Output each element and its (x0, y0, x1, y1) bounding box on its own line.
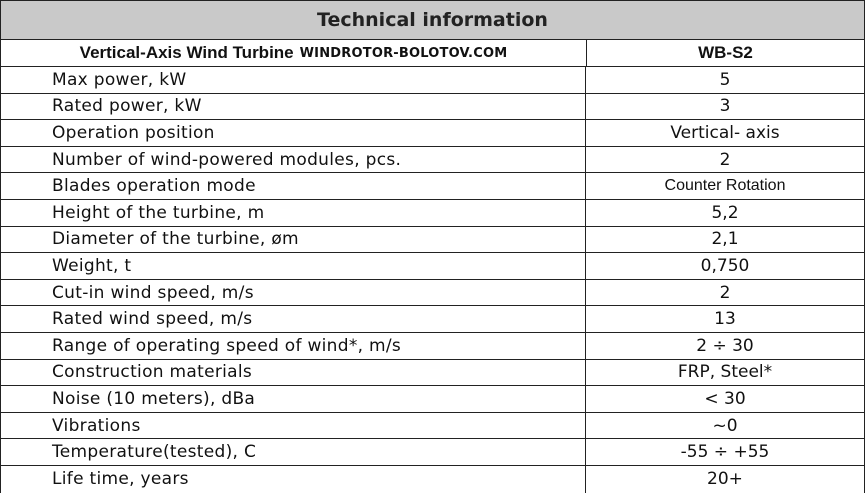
table-row (1, 333, 864, 360)
row-label: Max power, kW (1, 67, 586, 93)
table-title: Technical information (0, 0, 865, 40)
row-label: Construction materials (1, 360, 586, 386)
row-value: 2 ÷ 30 (696, 335, 754, 356)
table-row (1, 253, 864, 280)
row-label: Temperature(tested), C (1, 439, 586, 465)
spec-rows (0, 67, 865, 493)
row-value: < 30 (704, 388, 746, 409)
row-label: Rated wind speed, m/s (1, 306, 586, 332)
row-label: Number of wind-powered modules, pcs. (1, 147, 586, 173)
model-header: WB-S2 (698, 43, 753, 62)
row-value: -55 ÷ +55 (680, 442, 770, 463)
header-row (0, 40, 865, 67)
table-row (1, 360, 864, 387)
row-value: 5,2 (711, 202, 739, 223)
table-row (1, 94, 864, 121)
site-name: WINDROTOR-BOLOTOV.COM (299, 45, 508, 61)
row-value: 2 (719, 149, 731, 170)
table-row (1, 306, 864, 333)
row-label: Operation position (1, 120, 586, 146)
row-label: Height of the turbine, m (1, 200, 586, 226)
row-label: Noise (10 meters), dBa (1, 386, 586, 412)
row-label: Range of operating speed of wind*, m/s (1, 333, 586, 359)
table-row (1, 67, 864, 94)
row-value: Counter Rotation (664, 177, 786, 195)
row-label: Life time, years (1, 466, 586, 493)
row-value: 20+ (707, 469, 743, 490)
row-value: FRP, Steel* (677, 362, 773, 383)
row-label: Vibrations (1, 413, 586, 439)
row-value: Vertical- axis (670, 122, 780, 143)
table-row (1, 413, 864, 440)
row-value: 2,1 (711, 229, 739, 250)
row-value: 5 (719, 69, 731, 90)
table-row (1, 280, 864, 307)
row-value: 0,750 (700, 255, 750, 276)
row-label: Weight, t (1, 253, 586, 279)
table-row (1, 147, 864, 174)
row-label: Rated power, kW (1, 94, 586, 120)
row-label: Cut-in wind speed, m/s (1, 280, 586, 306)
row-value: 2 (719, 282, 731, 303)
table-row (1, 173, 864, 200)
table-row (1, 466, 864, 493)
table-row (1, 227, 864, 254)
table-row (1, 439, 864, 466)
table-row (1, 386, 864, 413)
product-name: Vertical-Axis Wind Turbine (79, 43, 294, 62)
row-label: Blades operation mode (1, 173, 586, 199)
table-row (1, 120, 864, 147)
row-value: 13 (714, 309, 736, 330)
row-value: 3 (719, 96, 731, 117)
row-label: Diameter of the turbine, øm (1, 227, 586, 253)
row-value: ~0 (712, 415, 738, 436)
product-header (1, 40, 587, 66)
table-row (1, 200, 864, 227)
